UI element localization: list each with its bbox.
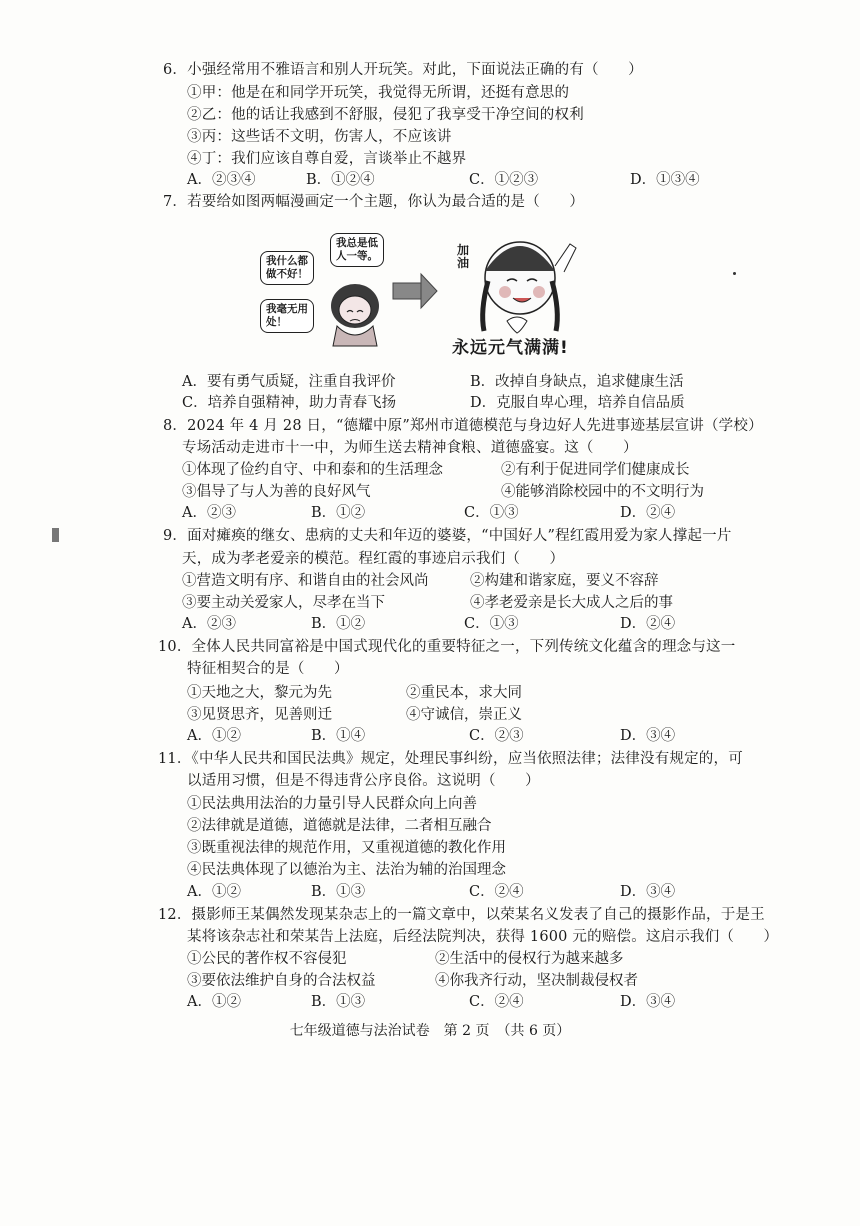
comic-bubble-3: 我毫无用 处！ <box>260 299 314 333</box>
q9-option-a: A．②③ <box>182 616 236 632</box>
q7-option-a: A．要有勇气质疑，注重自我评价 <box>182 374 396 390</box>
q8-stem-line-2: 专场活动走进市十一中，为师生送去精神食粮、道德盛宴。这（ ） <box>182 440 638 456</box>
q10-item-2: ②重民本，求大同 <box>406 685 522 701</box>
sad-girl-figure <box>331 284 379 346</box>
q6-item-1: ①甲：他是在和同学开玩笑，我觉得无所谓，还挺有意思的 <box>187 85 570 101</box>
q8-item-2: ②有利于促进同学们健康成长 <box>501 462 690 478</box>
q11-stem-line-2: 以适用习惯，但是不得违背公序良俗。这说明（ ） <box>187 773 540 789</box>
comic-bubble-2: 我总是低 人一等。 <box>330 233 384 267</box>
q10-option-a: A．①② <box>187 728 241 744</box>
q6-item-2: ②乙：他的话让我感到不舒服，侵犯了我享受干净空间的权利 <box>187 107 584 123</box>
stray-dot <box>733 272 736 275</box>
q6-option-a: A．②③④ <box>187 172 256 188</box>
q11-option-b: B．①③ <box>311 884 366 900</box>
q12-option-a: A．①② <box>187 994 241 1010</box>
page-footer: 七年级道德与法治试卷 第 2 页 （共 6 页） <box>289 1023 571 1039</box>
q10-option-d: D．③④ <box>620 728 676 744</box>
q12-option-d: D．③④ <box>620 994 676 1010</box>
q11-stem-line-1: 11．《中华人民共和国民法典》规定，处理民事纠纷，应当依照法律；法律没有规定的，可 <box>158 751 743 767</box>
q9-item-1: ①营造文明有序、和谐自由的社会风尚 <box>182 573 429 589</box>
q12-item-4: ④你我齐行动，坚决制裁侵权者 <box>435 973 638 989</box>
scan-mark <box>52 528 59 542</box>
q11-item-2: ②法律就是道德，道德就是法律，二者相互融合 <box>187 818 492 834</box>
q9-item-3: ③要主动关爱家人，尽孝在当下 <box>182 595 385 611</box>
q11-item-3: ③既重视法律的规范作用，又重视道德的教化作用 <box>187 840 506 856</box>
q8-option-b: B．①② <box>311 505 366 521</box>
q9-item-2: ②构建和谐家庭，要义不容辞 <box>470 573 659 589</box>
q8-item-4: ④能够消除校园中的不文明行为 <box>501 484 704 500</box>
q12-option-b: B．①③ <box>311 994 366 1010</box>
q9-option-d: D．②④ <box>620 616 676 632</box>
comic-cheer-text: 加 油 <box>457 243 470 270</box>
q11-item-4: ④民法典体现了以德治为主、法治为辅的治国理念 <box>187 862 506 878</box>
q9-item-4: ④孝老爱亲是长大成人之后的事 <box>470 595 673 611</box>
q9-stem-line-2: 天，成为孝老爱亲的模范。程红霞的事迹启示我们（ ） <box>182 551 565 567</box>
q9-stem-line-1: 9．面对瘫痪的继女、患病的丈夫和年迈的婆婆，“中国好人”程红霞用爱为家人撑起一片 <box>163 528 732 544</box>
q7-option-c: C．培养自强精神，助力青春飞扬 <box>182 395 397 411</box>
q6-item-4: ④丁：我们应该自尊自爱，言谈举止不越界 <box>187 151 467 167</box>
q11-item-1: ①民法典用法治的力量引导人民群众向上向善 <box>187 796 477 812</box>
comic-caption: 永远元气满满! <box>452 338 569 358</box>
q7-option-d: D．克服自卑心理，培养自信品质 <box>470 395 685 411</box>
q7-stem: 7．若要给如图两幅漫画定一个主题，你认为最合适的是（ ） <box>163 194 585 210</box>
q7-option-b: B．改掉自身缺点，追求健康生活 <box>470 374 684 390</box>
q6-stem: 6．小强经常用不雅语言和别人开玩笑。对此，下面说法正确的有（ ） <box>163 62 643 78</box>
q10-option-b: B．①④ <box>311 728 366 744</box>
q6-item-3: ③丙：这些话不文明，伤害人，不应该讲 <box>187 129 452 145</box>
q12-stem-line-1: 12．摄影师王某偶然发现某杂志上的一篇文章中，以荣某名义发表了自己的摄影作品，于是王 <box>158 907 765 923</box>
q11-option-c: C．②④ <box>469 884 524 900</box>
q6-option-d: D．①③④ <box>630 172 700 188</box>
q12-item-1: ①公民的著作权不容侵犯 <box>187 951 347 967</box>
q10-item-3: ③见贤思齐，见善则迁 <box>187 707 332 723</box>
q10-item-4: ④守诚信，崇正义 <box>406 707 522 723</box>
q12-item-2: ②生活中的侵权行为越来越多 <box>435 951 624 967</box>
q10-stem-line-1: 10．全体人民共同富裕是中国式现代化的重要特征之一，下列传统文化蕴含的理念与这一 <box>158 639 736 655</box>
q8-item-1: ①体现了俭约自守、中和泰和的生活理念 <box>182 462 443 478</box>
q9-option-b: B．①② <box>311 616 366 632</box>
q11-option-d: D．③④ <box>620 884 676 900</box>
q10-stem-line-2: 特征相契合的是（ ） <box>187 661 349 677</box>
happy-girl-figure <box>483 242 576 333</box>
q8-option-c: C．①③ <box>464 505 519 521</box>
q10-option-c: C．②③ <box>469 728 524 744</box>
q8-option-a: A．②③ <box>182 505 236 521</box>
q8-stem-line-1: 8．2024 年 4 月 28 日，“德耀中原”郑州市道德模范与身边好人先进事迹基层宣讲（学校） <box>163 418 763 434</box>
comic-bubble-1: 我什么都 做不好！ <box>260 251 314 285</box>
q9-option-c: C．①③ <box>464 616 519 632</box>
arrow-icon <box>393 274 437 308</box>
q8-item-3: ③倡导了与人为善的良好风气 <box>182 484 371 500</box>
q11-option-a: A．①② <box>187 884 241 900</box>
q10-item-1: ①天地之大，黎元为先 <box>187 685 332 701</box>
q12-option-c: C．②④ <box>469 994 524 1010</box>
q6-option-c: C．①②③ <box>469 172 539 188</box>
q8-option-d: D．②④ <box>620 505 676 521</box>
q6-option-b: B．①②④ <box>306 172 375 188</box>
q12-item-3: ③要依法维护自身的合法权益 <box>187 973 376 989</box>
q12-stem-line-2: 某将该杂志社和荣某告上法庭，后经法院判决，获得 1600 元的赔偿。这启示我们（ ） <box>187 929 779 945</box>
